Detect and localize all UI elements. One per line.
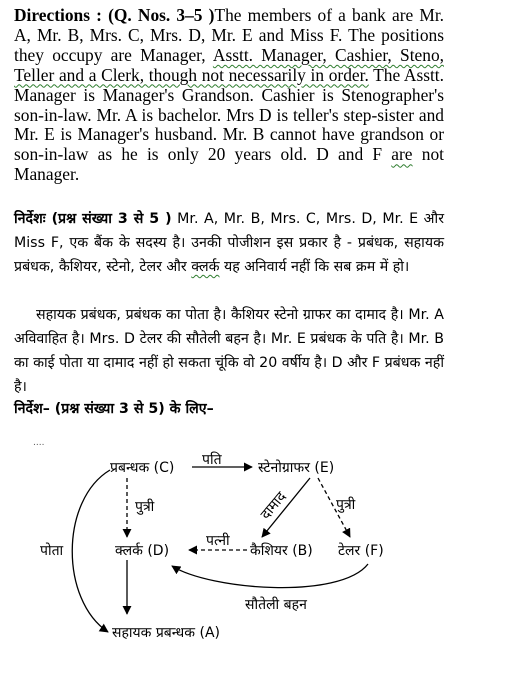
directions-text-3: not Manager. (14, 144, 444, 185)
label-daughter-left: पुत्री (135, 499, 155, 515)
node-steno: स्टेनोग्राफर (E) (258, 460, 335, 476)
directions-text-2: The Asstt. Manager is Manager's Grandson. Cashier is Stenographer's son-in-law. Mr. A is bachelor. Mrs D is teller's step-sister and Mr. E is Manager's husband. Mr. B cannot have grandson or son-in-law as he is only 20 years old. D and F (14, 64, 444, 165)
directions-text-1: The members of a bank are Mr. A, Mr. B, Mrs. C, Mrs. D, Mr. E and Miss F. The positions they occupy are Manager, (14, 5, 445, 65)
hindi-directions-underlined: क्लर्क (191, 259, 220, 275)
hindi-directions-end: यह अनिवार्य नहीं कि सब क्रम में हो। (219, 259, 410, 275)
node-clerk: क्लर्क (D) (115, 543, 170, 559)
dots: .... (33, 438, 45, 448)
directions-heading: Directions : (Q. Nos. 3–5 ) (14, 5, 215, 25)
step-sister-arrow (172, 564, 368, 588)
node-teller: टेलर (F) (338, 543, 384, 559)
grandson-arrow (72, 470, 110, 632)
label-wife: पत्नी (206, 533, 230, 549)
node-asst-manager: सहायक प्रबन्धक (A) (112, 625, 220, 641)
directions-underlined-2: are (391, 144, 413, 165)
hindi-clues-text: सहायक प्रबंधक, प्रबंधक का पोता है। कैशियर स्टेनो ग्राफर का दामाद है। Mr. A अविवाहित है। Mrs. D टेलर की सौतेली बहन है। Mr. E प्रबंधक के पति है। Mr. B का काई पोता या दामाद नहीं हो सकता चूंकि वो 20 वर्षीय है। D और F प्रबंधक नहीं है। (14, 307, 444, 395)
hindi-diagram-heading: निर्देश– (प्रश्न संख्या 3 से 5) के लिए– (14, 401, 214, 417)
node-cashier: कैशियर (B) (250, 543, 313, 559)
hindi-directions-heading: निर्देशः (प्रश्न संख्या 3 से 5 ) (14, 211, 172, 227)
label-husband: पति (202, 452, 222, 468)
label-step-sister: सौतेली बहन (245, 597, 307, 613)
directions-underlined-1: Asstt. Manager, Cashier, Steno, Teller and a Clerk, though not necessarily in order. (14, 44, 444, 85)
label-grandson: पोता (40, 543, 64, 559)
hindi-directions-text: Mr. A, Mr. B, Mrs. C, Mrs. D, Mr. E और Miss F, एक बैंक के सदस्य है। उनकी पोजीशन इस प्रकार है - प्रबंधक, सहायक प्रबंधक, कैशियर, स्टेनो, टेलर और (14, 211, 444, 275)
label-son-in-law: दामाद (257, 488, 290, 523)
node-manager: प्रबन्धक (C) (110, 460, 175, 476)
label-daughter-right: पुत्री (336, 497, 356, 513)
